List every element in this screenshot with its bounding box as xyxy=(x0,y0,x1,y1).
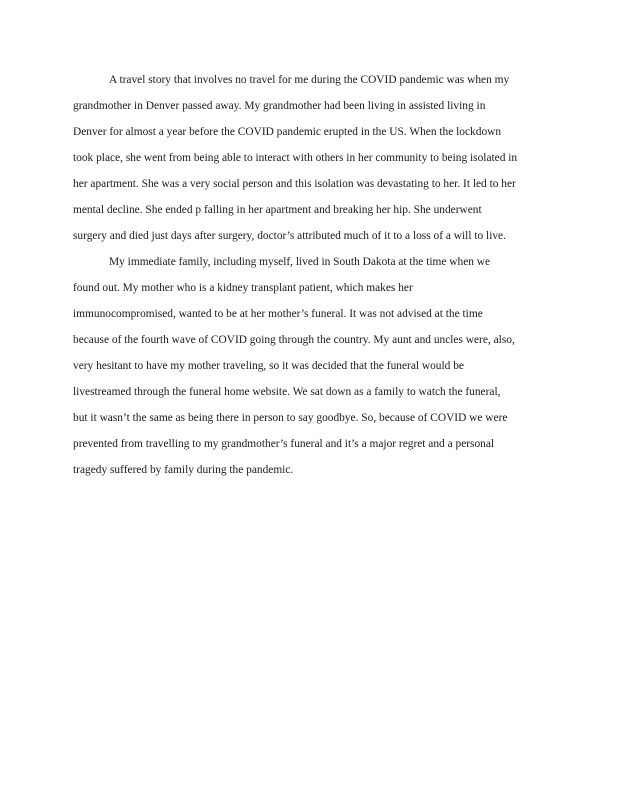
text-line: A travel story that involves no travel for me during the COVID pandemic was when my xyxy=(109,74,510,86)
text-line: took place, she went from being able to interact with others in her community to being isolated in xyxy=(73,152,518,164)
document-body xyxy=(73,67,549,483)
paragraph-1 xyxy=(73,67,549,249)
text-line: because of the fourth wave of COVID going through the country. My aunt and uncles were, also, xyxy=(73,334,515,346)
text-line: her apartment. She was a very social person and this isolation was devastating to her. It led to her xyxy=(73,178,516,190)
text-line: prevented from travelling to my grandmother’s funeral and it’s a major regret and a personal xyxy=(73,438,495,450)
text-line: grandmother in Denver passed away. My grandmother had been living in assisted living in xyxy=(73,100,486,112)
text-line: My immediate family, including myself, lived in South Dakota at the time when we xyxy=(109,256,491,268)
text-line: but it wasn’t the same as being there in person to say goodbye. So, because of COVID we were xyxy=(73,412,508,424)
text-line: very hesitant to have my mother traveling, so it was decided that the funeral would be xyxy=(73,360,464,372)
text-line: immunocompromised, wanted to be at her mother’s funeral. It was not advised at the time xyxy=(73,308,483,320)
text-line: tragedy suffered by family during the pandemic. xyxy=(73,464,294,476)
text-line: surgery and died just days after surgery, doctor’s attributed much of it to a loss of a will to live. xyxy=(73,230,506,242)
text-line: found out. My mother who is a kidney transplant patient, which makes her xyxy=(73,282,413,294)
paragraph-2 xyxy=(73,249,549,483)
text-line: Denver for almost a year before the COVID pandemic erupted in the US. When the lockdown xyxy=(73,126,502,138)
text-line: livestreamed through the funeral home website. We sat down as a family to watch the funeral, xyxy=(73,386,501,398)
text-line: mental decline. She ended p falling in her apartment and breaking her hip. She underwent xyxy=(73,204,482,216)
